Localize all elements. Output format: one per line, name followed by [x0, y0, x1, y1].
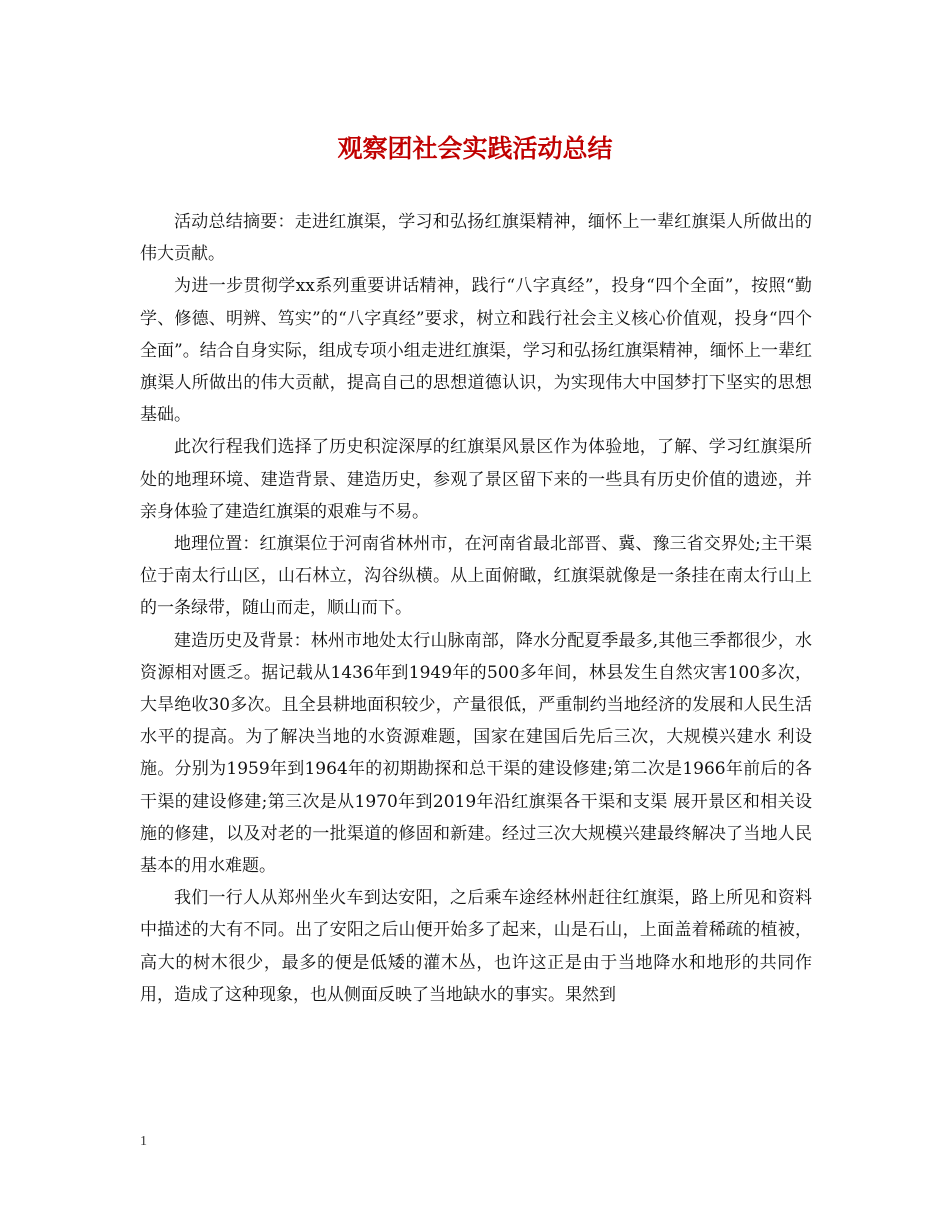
paragraph-location: 地理位置：红旗渠位于河南省林州市，在河南省最北部晋、冀、豫三省交界处;主干渠位于南太行山区，山石林立，沟谷纵横。从上面俯瞰，红旗渠就像是一条挂在南太行山上的一条绿带，随山而走，顺山而下。 — [140, 534, 812, 619]
document-title: 观察团社会实践活动总结 — [337, 134, 613, 163]
paragraph-purpose: 为进一步贯彻学xx系列重要讲话精神，践行“八字真经”，投身“四个全面”，按照“勤学、修德、明辨、笃实”的“八字真经”要求，树立和践行社会主义核心价值观，投身“四个全面”。结合自身实际，组成专项小组走进红旗渠，学习和弘扬红旗渠精神，缅怀上一辈红旗渠人所做出的伟大贡献，提高自己的思想道德认识，为实现伟大中国梦打下坚实的思想基础。 — [140, 276, 812, 426]
paragraph-itinerary: 此次行程我们选择了历史积淀深厚的红旗渠风景区作为体验地，了解、学习红旗渠所处的地理环境、建造背景、建造历史，参观了景区留下来的一些具有历史价值的遗迹，并亲身体验了建造红旗渠的艰难与不易。 — [140, 437, 812, 522]
paragraph-history: 建造历史及背景：林州市地处太行山脉南部，降水分配夏季最多,其他三季都很少，水资源相对匮乏。据记载从1436年到1949年的500多年间，林县发生自然灾害100多次，大旱绝收30多次。且全县耕地面积较少，产量很低，严重制约当地经济的发展和人民生活水平的提高。为了解决当地的水资源难题，国家在建国后先后三次，大规模兴建水 利设施。分别为1959年到1964年的初期勘探和总干渠的建设修建;第二次是1966年前后的各干渠的建设修建;第三次是从1970年到2019年沿红旗渠各干渠和支渠 展开景区和相关设施的修建，以及对老的一批渠道的修固和新建。经过三次大规模兴建最终解决了当地人民基本的用水难题。 — [140, 630, 812, 877]
paragraph-journey: 我们一行人从郑州坐火车到达安阳，之后乘车途经林州赶往红旗渠，路上所见和资料中描述的大有不同。出了安阳之后山便开始多了起来，山是石山，上面盖着稀疏的植被，高大的树木很少，最多的便是低矮的灌木丛，也许这正是由于当地降水和地形的共同作用，造成了这种现象，也从侧面反映了当地缺水的事实。果然到 — [140, 888, 812, 1005]
document-body — [140, 206, 812, 1011]
paragraph-summary: 活动总结摘要：走进红旗渠，学习和弘扬红旗渠精神，缅怀上一辈红旗渠人所做出的伟大贡献。 — [140, 212, 812, 265]
page-number: 1 — [140, 1134, 147, 1149]
